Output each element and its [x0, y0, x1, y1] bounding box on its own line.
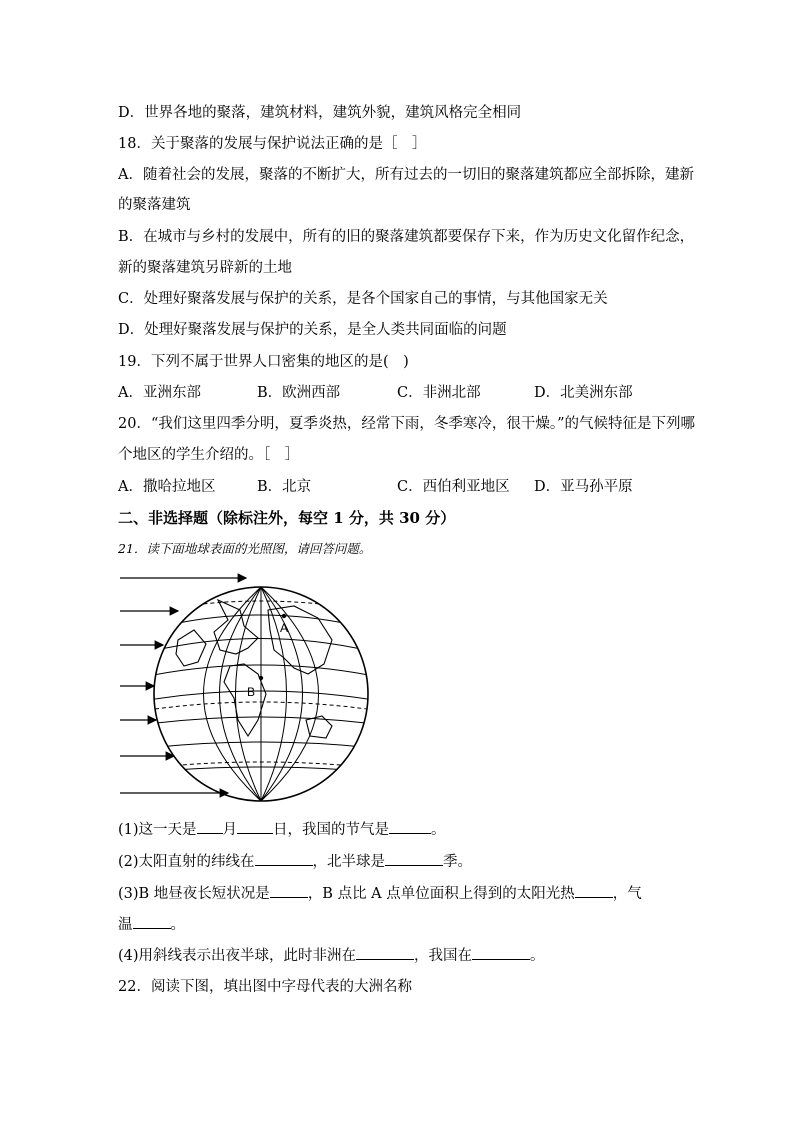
- point-b-marker: [259, 676, 263, 680]
- q17-option-d: D．世界各地的聚落，建筑材料，建筑外貌，建筑风格完全相同: [118, 105, 522, 121]
- q19-option-b: B．欧洲西部: [257, 385, 341, 401]
- q21-part2-text-b: ，北半球是: [312, 854, 386, 870]
- q21-part2-text-c: 季。: [443, 854, 473, 870]
- q18-option-d: D．处理好聚落发展与保护的关系，是全人类共同面临的问题: [118, 322, 507, 338]
- q18-option-a-line2: 的聚落建筑: [118, 197, 191, 213]
- q21-answer-china[interactable]: [472, 945, 530, 960]
- q21-answer-day-length[interactable]: [270, 883, 308, 898]
- q21-part1: [118, 819, 446, 840]
- q21-part3-text-d: 温: [118, 917, 133, 933]
- q21-answer-month[interactable]: [197, 819, 223, 834]
- q21-answer-season[interactable]: [385, 851, 443, 866]
- q21-part3-text-a: (3)B 地昼夜长短状况是: [118, 886, 270, 902]
- earth-illumination-diagram: [118, 570, 380, 810]
- q20-option-b: B．北京: [257, 479, 312, 495]
- q20-stem-line2: 个地区的学生介绍的。［ ］: [118, 447, 300, 463]
- q21-answer-temperature[interactable]: [133, 914, 171, 929]
- q22-stem: 22．阅读下图，填出图中字母代表的大洲名称: [118, 979, 412, 995]
- q21-answer-latitude[interactable]: [255, 851, 313, 866]
- q21-answer-day[interactable]: [237, 819, 273, 834]
- q18-option-b-line1: B．在城市与乡村的发展中，所有的旧的聚落建筑都要保存下来，作为历史文化留作纪念，: [118, 229, 695, 245]
- q21-part2-text-a: (2)太阳直射的纬线在: [118, 854, 255, 870]
- q21-part1-text-d: 。: [431, 822, 446, 838]
- q21-part3-text-e: 。: [170, 917, 185, 933]
- q20-option-c: C．西伯利亚地区: [397, 479, 510, 495]
- q21-part3-text-b: ，B 点比 A 点单位面积上得到的太阳光热: [307, 886, 575, 902]
- q21-part3-text-c: ，气: [612, 886, 642, 902]
- q18-stem: 18．关于聚落的发展与保护说法正确的是［ ］: [118, 136, 427, 152]
- q18-option-c: C．处理好聚落发展与保护的关系，是各个国家自己的事情，与其他国家无关: [118, 291, 608, 307]
- q21-part2: [118, 851, 472, 872]
- q21-part1-text-a: (1)这一天是: [118, 822, 197, 838]
- point-a-marker: [282, 614, 286, 618]
- q21-part4-text-b: ，我国在: [414, 948, 473, 964]
- label-b: B: [247, 685, 256, 699]
- q21-answer-africa[interactable]: [356, 945, 414, 960]
- q19-option-d: D．北美洲东部: [534, 385, 633, 401]
- q19-option-c: C．非洲北部: [397, 385, 481, 401]
- q21-part3-line1: [118, 883, 642, 904]
- q18-option-a-line1: A．随着社会的发展，聚落的不断扩大，所有过去的一切旧的聚落建筑都应全部拆除，建新: [118, 167, 694, 183]
- sunlight-arrows: [120, 578, 246, 793]
- q20-option-a: A．撒哈拉地区: [118, 479, 216, 495]
- q21-part4: [118, 945, 545, 966]
- q21-part1-text-c: 日，我国的节气是: [273, 822, 390, 838]
- q20-option-d: D．亚马孙平原: [534, 479, 633, 495]
- q19-stem: 19．下列不属于世界人口密集的地区的是( ): [118, 354, 409, 370]
- label-a: A: [280, 621, 289, 635]
- q21-part1-text-b: 月: [222, 822, 238, 838]
- q19-option-a: A．亚洲东部: [118, 385, 201, 401]
- q20-stem-line1: 20．“我们这里四季分明，夏季炎热，经常下雨，冬季寒冷，很干燥。”的气候特征是下列哪: [118, 416, 696, 432]
- q21-answer-solar-term[interactable]: [389, 819, 431, 834]
- q21-part4-text-c: 。: [530, 948, 545, 964]
- q21-part3-line2: [118, 914, 185, 935]
- q21-answer-solar-heat[interactable]: [575, 883, 613, 898]
- section-2-title: 二、非选择题（除标注外，每空 1 分，共 30 分）: [118, 509, 456, 527]
- q21-part4-text-a: (4)用斜线表示出夜半球，此时非洲在: [118, 948, 357, 964]
- q18-option-b-line2: 新的聚落建筑另辟新的土地: [118, 260, 292, 276]
- q21-stem: 21．读下面地球表面的光照图，请回答问题。: [118, 541, 372, 556]
